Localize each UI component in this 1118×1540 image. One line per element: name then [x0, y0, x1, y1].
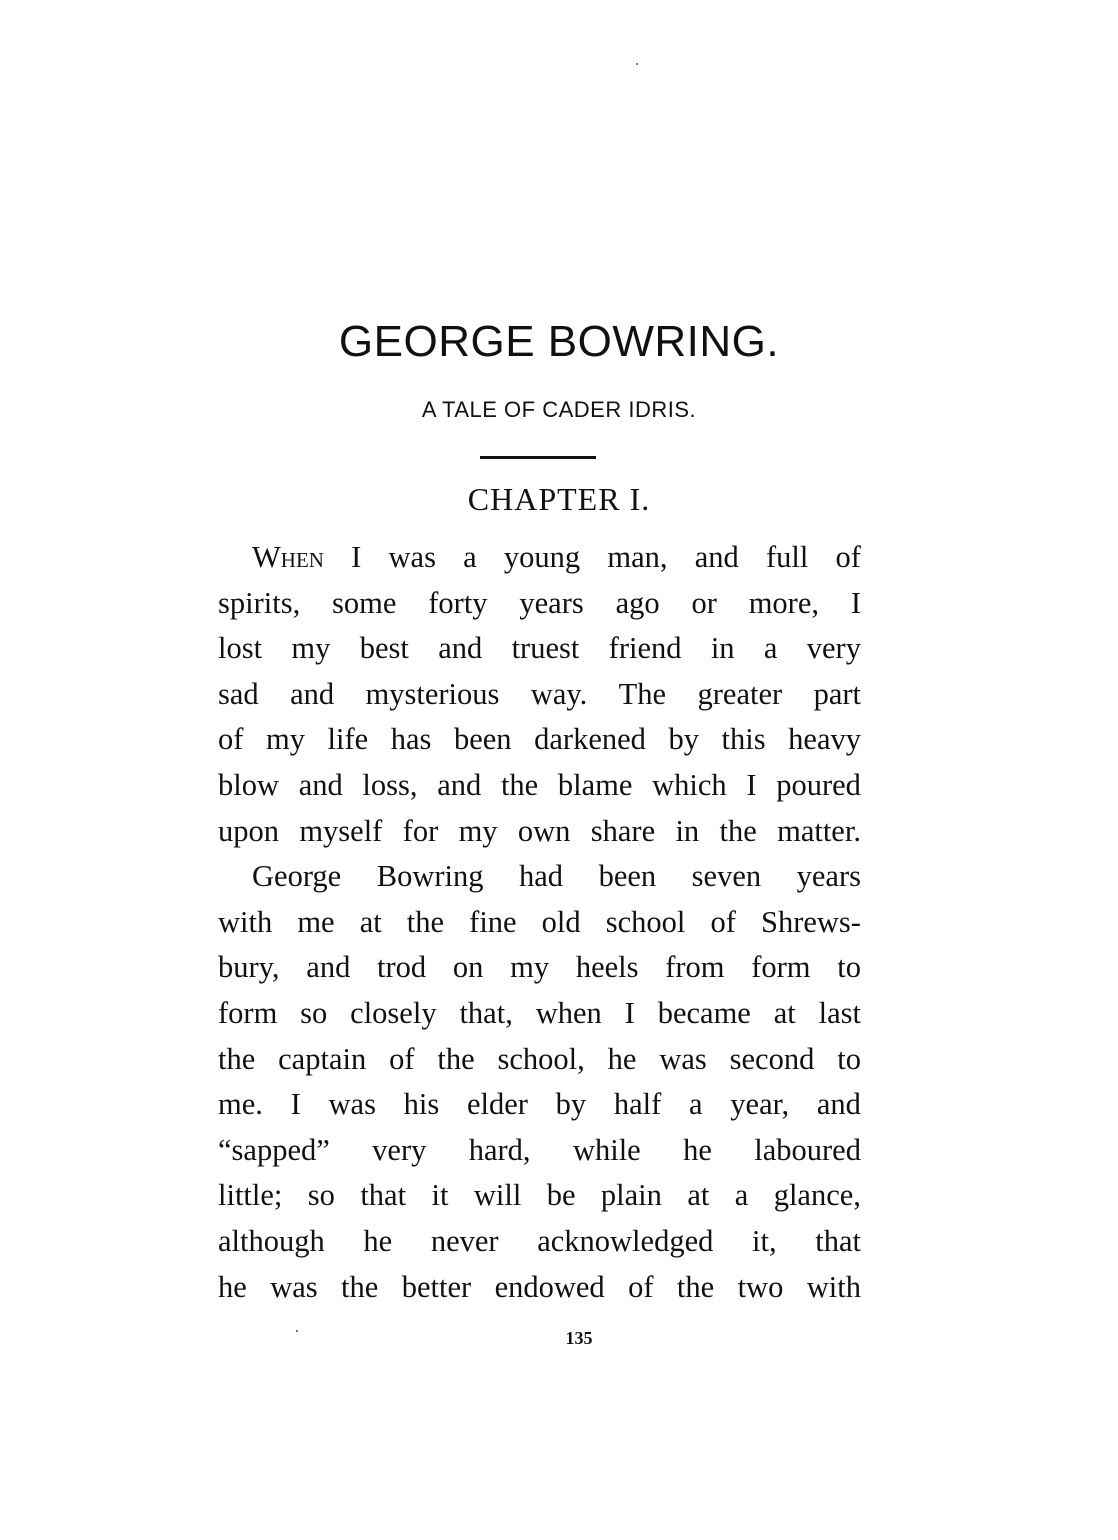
word: while [572, 1132, 641, 1167]
word: seven [691, 859, 762, 894]
word: my [510, 950, 550, 985]
word: from [665, 950, 725, 985]
word: captain [278, 1041, 367, 1076]
word: at [687, 1178, 710, 1213]
word: with [218, 904, 273, 939]
word: forty [428, 585, 488, 620]
word: sad [218, 676, 259, 711]
word: poured [776, 767, 861, 802]
word: darkened [534, 722, 646, 757]
print-speck [636, 63, 638, 65]
text-line [218, 1219, 861, 1265]
word: he [363, 1223, 393, 1258]
chapter-heading: CHAPTER I. [467, 481, 651, 517]
word: blow [218, 767, 279, 802]
word: George [252, 859, 342, 894]
word: my [291, 631, 331, 666]
word: part [813, 676, 861, 711]
word: and [438, 631, 483, 666]
text-line [218, 945, 861, 991]
story-subtitle: A TALE OF CADER IDRIS. [421, 397, 697, 422]
word: school, [497, 1041, 585, 1076]
word: a [689, 1087, 703, 1122]
word: fine [469, 904, 517, 939]
word: and [298, 767, 343, 802]
word: loss, [362, 767, 418, 802]
word: by [555, 1087, 587, 1122]
word: of [835, 540, 861, 574]
word: his [403, 1087, 440, 1122]
word: me [297, 904, 335, 939]
word: some [332, 585, 397, 620]
word: years [519, 585, 584, 620]
text-line [218, 1082, 861, 1128]
word: form [218, 995, 278, 1030]
word: was [270, 1269, 318, 1304]
word: on [452, 950, 484, 985]
word: the [676, 1269, 715, 1304]
word: a [734, 1178, 749, 1213]
word: Bowring [376, 859, 484, 894]
word: of [218, 722, 244, 757]
word: has [390, 722, 432, 757]
word: truest [511, 631, 580, 666]
text-line [218, 535, 861, 581]
text-line [218, 1265, 861, 1311]
title-rule [480, 456, 596, 459]
story-title: GEORGE BOWRING. [338, 317, 780, 366]
text-line [218, 672, 861, 718]
word: old [541, 904, 581, 939]
body-text [218, 535, 861, 1310]
word: and [290, 676, 335, 711]
word: and [306, 950, 351, 985]
word: at [359, 904, 382, 939]
word: this [721, 722, 766, 757]
word: years [796, 859, 861, 894]
word: closely [350, 995, 437, 1030]
word: had [519, 859, 564, 894]
text-line [218, 900, 861, 946]
word: for [402, 813, 439, 848]
word: he [683, 1132, 712, 1167]
word: or [691, 585, 717, 620]
word: last [818, 995, 861, 1030]
word: so [300, 995, 328, 1030]
word: bury, [218, 950, 280, 985]
word: with [806, 1269, 861, 1304]
word: more, [748, 585, 819, 620]
word: was [659, 1041, 707, 1076]
word: the [719, 813, 757, 848]
word: trod [377, 950, 427, 985]
word: the [437, 1041, 475, 1076]
word: man, [607, 540, 668, 574]
word: that, [459, 995, 513, 1030]
word: a [763, 631, 778, 666]
word: form [751, 950, 811, 985]
word: he [218, 1269, 247, 1304]
text-line [218, 991, 861, 1037]
word: a [463, 540, 477, 574]
word: two [737, 1269, 784, 1304]
word: me. [218, 1087, 263, 1122]
word: matter. [777, 813, 861, 848]
word: the [500, 767, 539, 802]
word: when [535, 995, 602, 1030]
word: I [850, 585, 861, 620]
word: of [710, 904, 736, 939]
word: friend [608, 631, 682, 666]
word: the [341, 1269, 379, 1304]
word: myself [299, 813, 383, 848]
word: which [652, 767, 727, 802]
word: that [360, 1178, 407, 1213]
word: to [837, 1041, 861, 1076]
word: I [351, 540, 362, 574]
word: way. [530, 676, 588, 711]
word: that [815, 1223, 861, 1258]
text-line [218, 717, 861, 763]
word: to [837, 950, 861, 985]
word: in [675, 813, 700, 848]
text-line [218, 763, 861, 809]
word: I [290, 1087, 301, 1122]
word: half [613, 1087, 662, 1122]
word: my [265, 722, 305, 757]
word: acknowledged [537, 1223, 714, 1258]
word: ago [615, 585, 660, 620]
word: very [372, 1132, 427, 1167]
word: upon [218, 813, 279, 848]
text-line [218, 1128, 861, 1174]
word: own [517, 813, 571, 848]
word: my [458, 813, 498, 848]
word: laboured [754, 1132, 861, 1167]
word: school [605, 904, 686, 939]
word: so [307, 1178, 335, 1213]
word: better [401, 1269, 472, 1304]
word: was [388, 540, 436, 574]
word: spirits, [218, 585, 301, 620]
opening-small-caps-word: When [252, 540, 324, 574]
word: although [218, 1223, 325, 1258]
word: and [816, 1087, 861, 1122]
word: glance, [773, 1178, 861, 1213]
word: little; [218, 1178, 283, 1213]
word: been [598, 859, 657, 894]
word: year, [730, 1087, 790, 1122]
word: I [624, 995, 635, 1030]
word: will [473, 1178, 522, 1213]
text-line [218, 1037, 861, 1083]
word: was [328, 1087, 376, 1122]
word: young [503, 540, 581, 574]
word: The [618, 676, 667, 711]
word: greater [697, 676, 783, 711]
word: lost [218, 631, 263, 666]
word: hard, [468, 1132, 531, 1167]
word: of [389, 1041, 415, 1076]
word: by [668, 722, 699, 757]
word: in [710, 631, 735, 666]
word: elder [466, 1087, 528, 1122]
word: the [218, 1041, 256, 1076]
page-number: 135 [565, 1328, 593, 1348]
word: it [431, 1178, 449, 1213]
word: became [657, 995, 751, 1030]
text-line [218, 581, 861, 627]
word: at [773, 995, 796, 1030]
word: best [359, 631, 409, 666]
word: heavy [788, 722, 861, 757]
word: very [806, 631, 861, 666]
word: it, [752, 1223, 777, 1258]
text-line [218, 626, 861, 672]
word: life [327, 722, 369, 757]
word: and [437, 767, 482, 802]
word: blame [557, 767, 633, 802]
word: heels [575, 950, 639, 985]
word: he [607, 1041, 637, 1076]
word: and [694, 540, 739, 574]
word: been [453, 722, 512, 757]
word: share [590, 813, 656, 848]
word: I [746, 767, 757, 802]
text-line [218, 854, 861, 900]
word: the [406, 904, 445, 939]
text-line [218, 1173, 861, 1219]
word: be [546, 1178, 576, 1213]
word: never [430, 1223, 499, 1258]
word: of [628, 1269, 654, 1304]
word: Shrews- [761, 904, 861, 939]
word: full [765, 540, 809, 574]
text-line [218, 809, 861, 855]
word: second [729, 1041, 815, 1076]
word: mysterious [365, 676, 500, 711]
word: “sapped” [218, 1132, 330, 1167]
word: endowed [494, 1269, 605, 1304]
word: plain [600, 1178, 662, 1213]
